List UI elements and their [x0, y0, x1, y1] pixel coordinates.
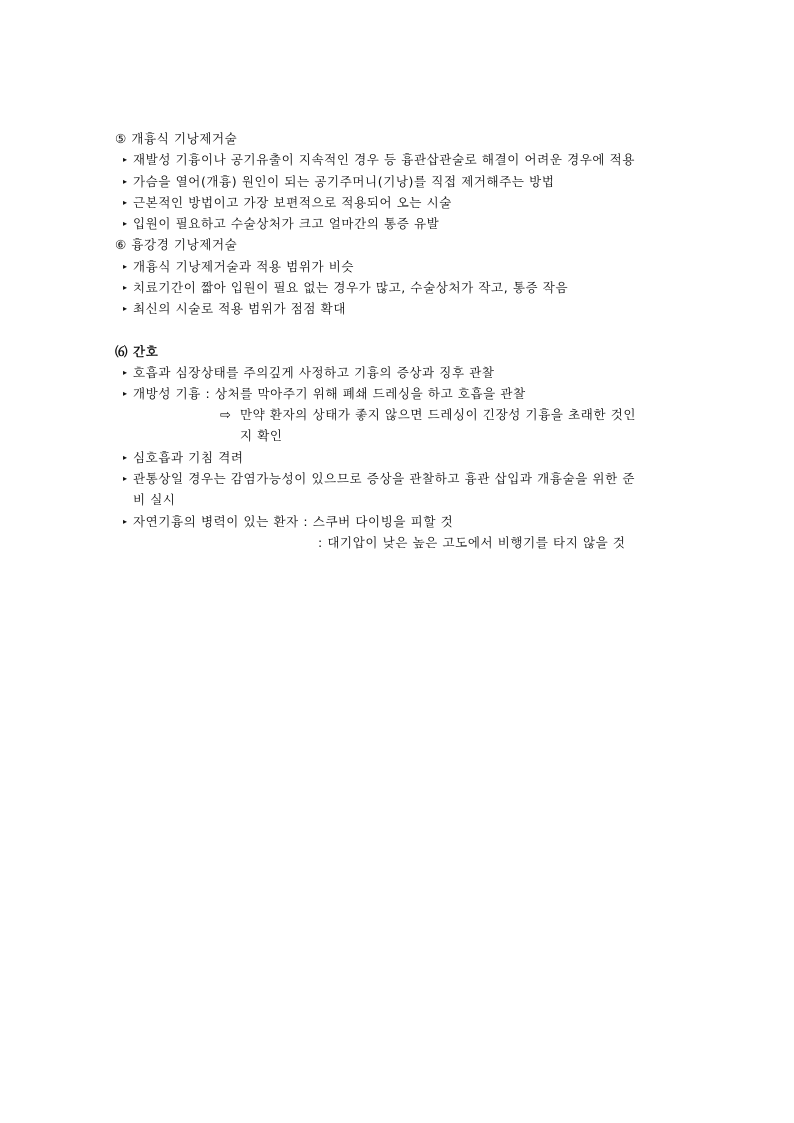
- list-item-text: 개방성 기흉 : 상처를 막아주기 위해 폐쇄 드레싱을 하고 호흡을 관찰: [133, 386, 526, 401]
- bullet-icon: ▸: [123, 368, 128, 377]
- list-item: [123, 152, 635, 168]
- list-item-text: 최신의 시술로 적용 범위가 점점 확대: [133, 301, 346, 316]
- bullet-icon: ▸: [123, 304, 128, 313]
- bullet-icon: ▸: [123, 517, 128, 526]
- list-item: [123, 280, 568, 296]
- list-item-text: 호흡과 심장상태를 주의깊게 사정하고 기흉의 증상과 징후 관찰: [133, 365, 495, 380]
- bullet-icon: ▸: [123, 262, 128, 271]
- list-item-text: 재발성 기흉이나 공기유출이 지속적인 경우 등 흉관삽관술로 해결이 어려운 경우에 적용: [133, 152, 636, 167]
- list-item: [123, 174, 555, 190]
- list-item: [123, 514, 453, 530]
- section-5-heading: ⑤ 개흉식 기낭제거술: [115, 131, 238, 146]
- list-item-text: 자연기흉의 병력이 있는 환자 : 스쿠버 다이빙을 피할 것: [133, 514, 454, 529]
- section-6-heading: ⑥ 흉강경 기낭제거술: [115, 237, 238, 252]
- list-item-text: 가슴을 열어(개흉) 원인이 되는 공기주머니(기낭)를 직접 제거해주는 방법: [133, 174, 555, 189]
- list-item-text: 관통상일 경우는 감염가능성이 있으므로 증상을 관찰하고 흉관 삽입과 개흉술을 위한 준: [133, 471, 636, 486]
- bullet-icon: ▸: [123, 219, 128, 228]
- list-item-text: 치료기간이 짧아 입원이 필요 없는 경우가 많고, 수술상처가 작고, 통증 작음: [133, 280, 569, 295]
- arrow-note: [220, 407, 636, 424]
- list-item-continuation: : 대기압이 낮은 높은 고도에서 비행기를 타지 않을 것: [318, 535, 626, 550]
- right-arrow-icon: ⇨: [220, 408, 232, 423]
- bullet-icon: ▸: [123, 474, 128, 483]
- arrow-note-text: 만약 환자의 상태가 좋지 않으면 드레싱이 긴장성 기흉을 초래한 것인: [240, 407, 637, 422]
- nursing-heading: ⑹ 간호: [115, 344, 159, 359]
- list-item-continuation: 비 실시: [133, 492, 176, 507]
- list-item: [123, 195, 452, 211]
- list-item: [123, 450, 244, 466]
- list-item: [123, 301, 346, 317]
- bullet-icon: ▸: [123, 177, 128, 186]
- list-item: [123, 471, 635, 487]
- bullet-icon: ▸: [123, 155, 128, 164]
- list-item: [123, 216, 439, 232]
- list-item-text: 입원이 필요하고 수술상처가 크고 얼마간의 통증 유발: [133, 216, 440, 231]
- bullet-icon: ▸: [123, 198, 128, 207]
- bullet-icon: ▸: [123, 283, 128, 292]
- bullet-icon: ▸: [123, 453, 128, 462]
- list-item-text: 개흉식 기낭제거술과 적용 범위가 비슷: [133, 259, 355, 274]
- list-item-text: 근본적인 방법이고 가장 보편적으로 적용되어 오는 시술: [133, 195, 452, 210]
- list-item: [123, 386, 526, 402]
- list-item: [123, 365, 495, 381]
- list-item: [123, 259, 354, 275]
- list-item-text: 심호흡과 기침 격려: [133, 450, 244, 465]
- bullet-icon: ▸: [123, 389, 128, 398]
- arrow-note-continuation: 지 확인: [240, 428, 283, 443]
